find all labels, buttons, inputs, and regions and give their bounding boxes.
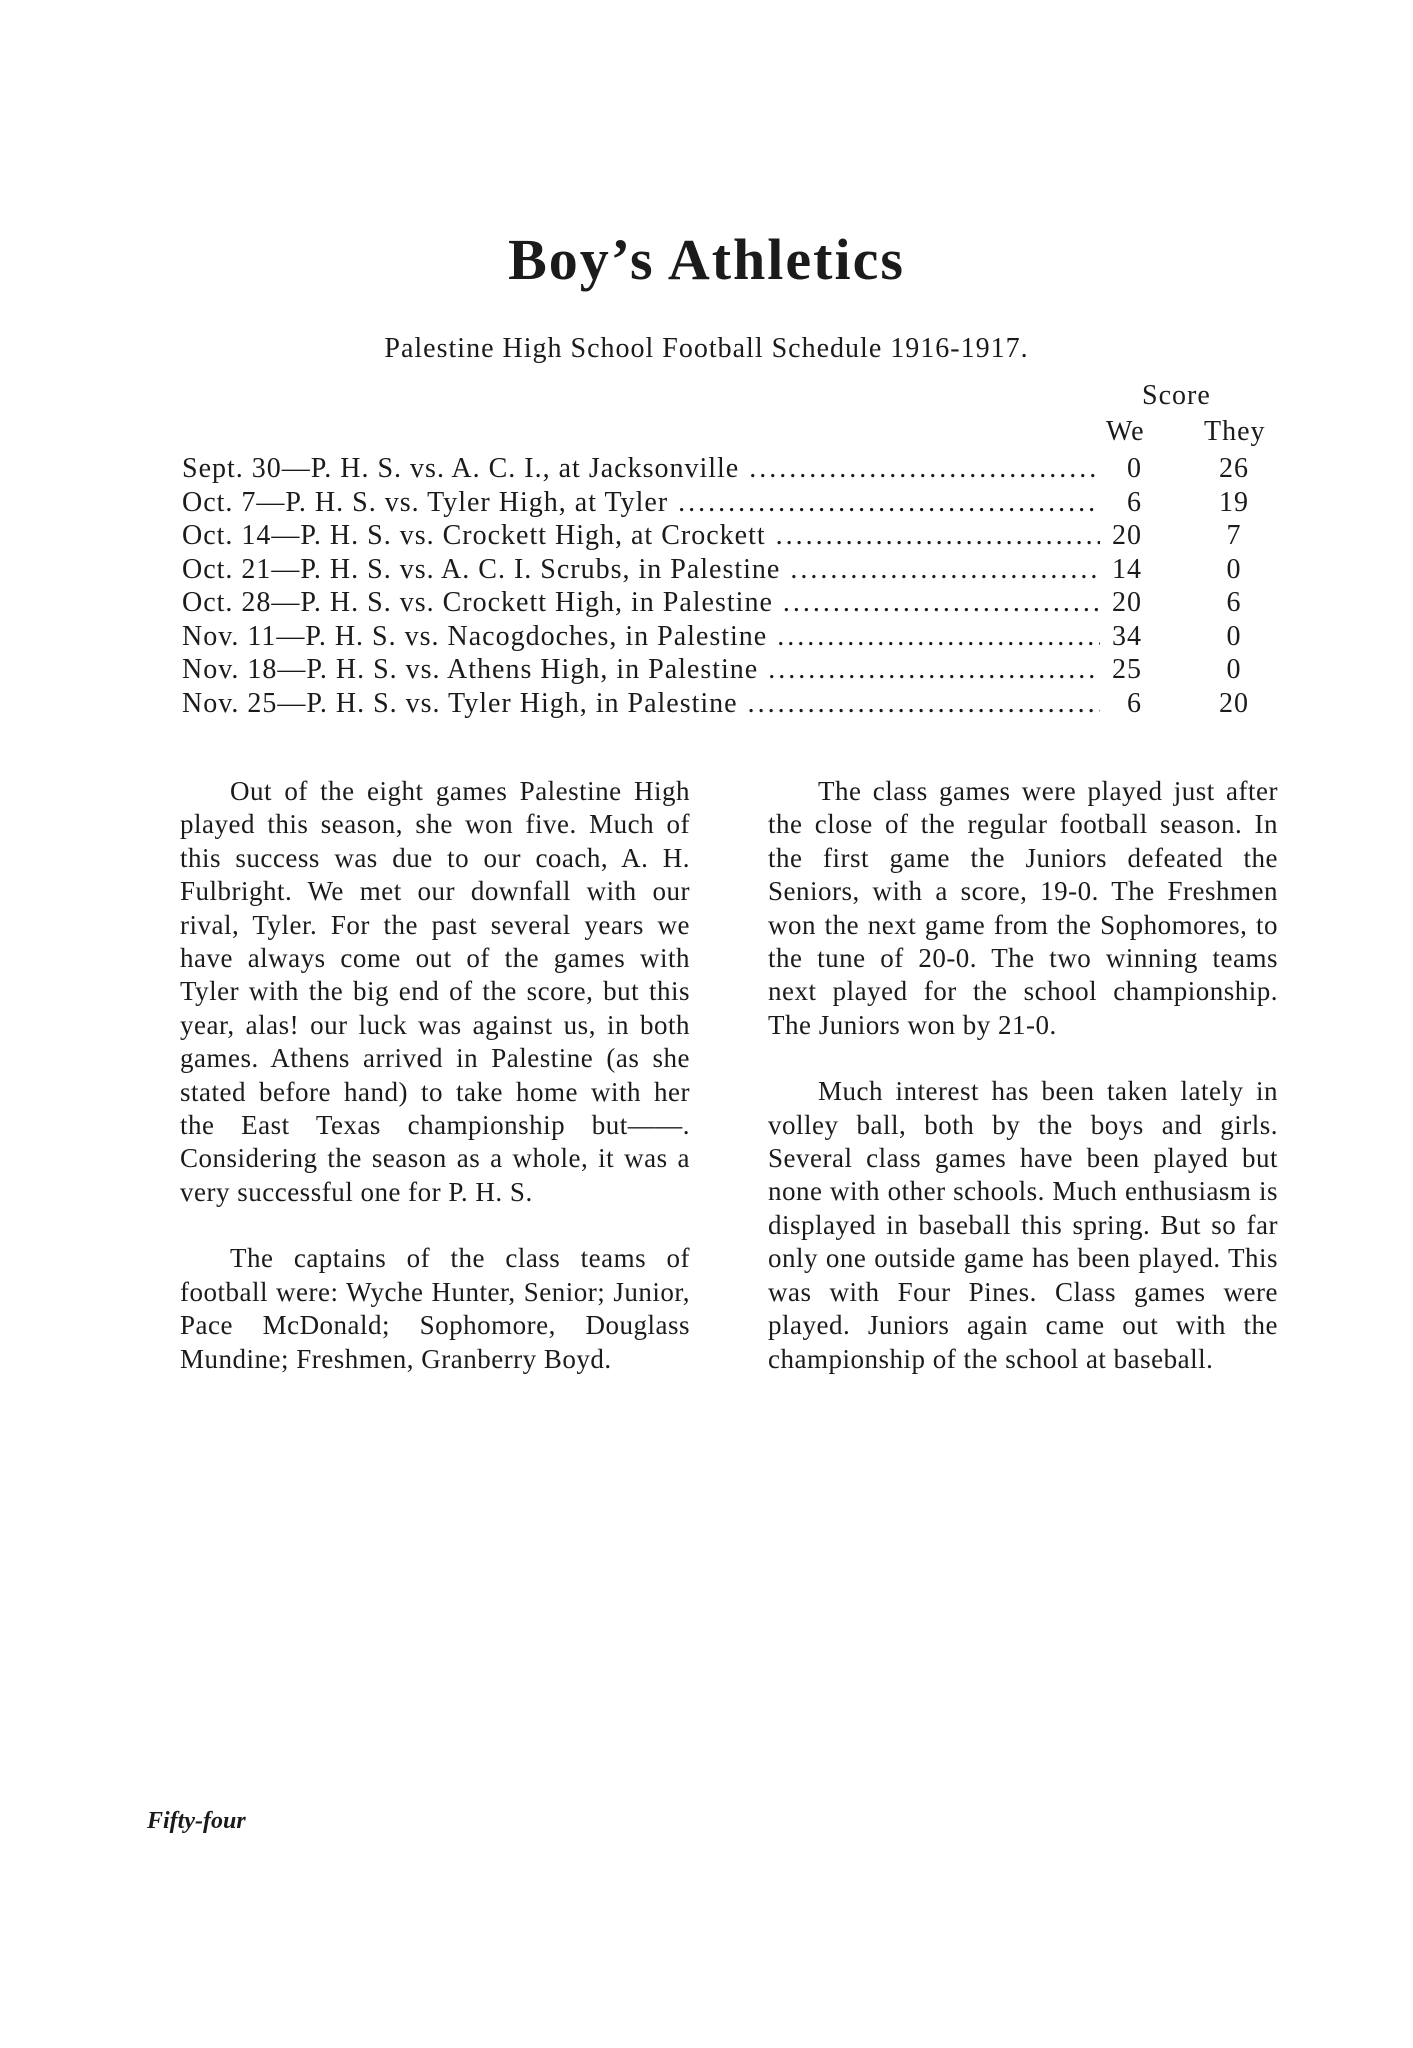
score-they: 0: [1226, 654, 1242, 685]
left-column: [180, 775, 690, 1409]
score-we: 25: [1112, 654, 1142, 685]
game-row: [182, 519, 1282, 553]
game-row: [182, 553, 1282, 587]
we-column-label: We: [1106, 416, 1145, 447]
score-they: 0: [1226, 620, 1242, 652]
score-they: 26: [1219, 453, 1249, 484]
score-they: 19: [1219, 486, 1249, 518]
game-row: [182, 653, 1282, 687]
class-games-paragraph: The class games were played just after the close of the regular football season. In the first game the Juniors defeated the Seniors, with a score, 19-0. The Freshmen won the next game from the Sophomores, to the tune of 20-0. The two winning teams next played for the school championship. The Juniors won by 21-0.: [768, 776, 1278, 1040]
game-description: Oct. 28—P. H. S. vs. Crockett High, in Palestine: [182, 587, 773, 618]
page-title: Boy’s Athletics: [508, 227, 905, 292]
score-they: 0: [1226, 553, 1242, 585]
score-label: Score: [1142, 380, 1211, 411]
game-description: Sept. 30—P. H. S. vs. A. C. I., at Jacksonville: [182, 453, 740, 484]
game-description: Nov. 18—P. H. S. vs. Athens High, in Palestine: [182, 654, 759, 685]
game-description: Oct. 21—P. H. S. vs. A. C. I. Scrubs, in Palestine: [182, 553, 781, 585]
score-we: 20: [1112, 587, 1142, 618]
game-description: Nov. 11—P. H. S. vs. Nacogdoches, in Palestine: [182, 620, 768, 652]
score-header: [182, 380, 1282, 452]
score-we: 20: [1112, 520, 1142, 551]
score-they: 7: [1226, 520, 1242, 551]
score-they: 20: [1219, 687, 1249, 719]
page-number: Fifty-four: [147, 1808, 246, 1834]
game-description: Nov. 25—P. H. S. vs. Tyler High, in Palestine: [182, 687, 738, 719]
score-we: 0: [1127, 453, 1142, 484]
they-column-label: They: [1204, 416, 1266, 447]
game-row: [182, 486, 1282, 520]
volleyball-baseball-paragraph: Much interest has been taken lately in volley ball, both by the boys and girls. Several class games have been played but none with other schools. Much enthusiasm is displayed in baseball this spring. But so far only one outside game has been played. This was with Four Pines. Class games were played. Juniors again came out with the championship of the school at baseball.: [768, 1076, 1278, 1374]
game-row: [182, 687, 1282, 721]
game-description: Oct. 14—P. H. S. vs. Crockett High, at Crockett: [182, 520, 766, 551]
game-row: [182, 620, 1282, 654]
score-we: 6: [1127, 486, 1142, 518]
score-they: 6: [1226, 587, 1242, 618]
schedule-title: Palestine High School Football Schedule 1916-1917.: [384, 333, 1029, 364]
class-captains-paragraph: The captains of the class teams of football were: Wyche Hunter, Senior; Junior, Pace McDonald; Sophomore, Douglass Mundine; Freshmen, Granberry Boyd.: [180, 1243, 690, 1374]
season-summary-paragraph: Out of the eight games Palestine High played this season, she won five. Much of this success was due to our coach, A. H. Fulbright. We met our downfall with our rival, Tyler. For the past several years we have always come out of the games with Tyler with the big end of the score, but this year, alas! our luck was against us, in both games. Athens arrived in Palestine (as she stated before hand) to take home with her the East Texas championship but——. Considering the season as a whole, it was a very successful one for P. H. S.: [180, 776, 690, 1207]
score-we: 14: [1112, 553, 1142, 585]
score-we: 34: [1112, 620, 1142, 652]
game-row: [182, 586, 1282, 620]
right-column: [768, 775, 1278, 1409]
football-schedule: [182, 380, 1282, 720]
game-row: [182, 452, 1282, 486]
game-description: Oct. 7—P. H. S. vs. Tyler High, at Tyler: [182, 486, 669, 518]
score-we: 6: [1127, 687, 1142, 719]
